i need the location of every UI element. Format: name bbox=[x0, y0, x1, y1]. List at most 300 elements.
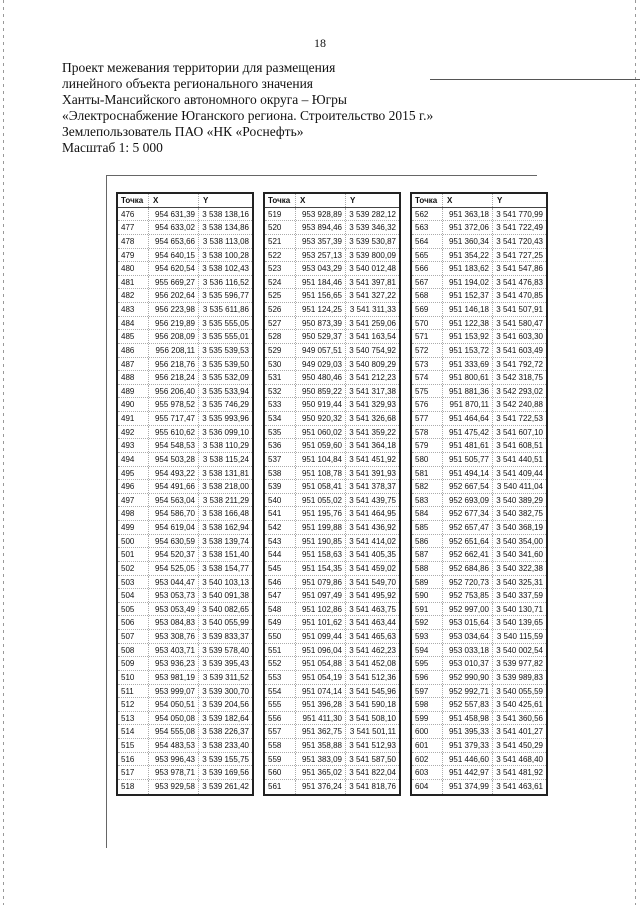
point-number: 603 bbox=[415, 768, 429, 778]
y-coordinate: 3 541 329,93 bbox=[345, 398, 399, 411]
table-row bbox=[265, 249, 399, 263]
y-coordinate: 3 541 720,43 bbox=[492, 235, 546, 248]
x-coordinate: 951 154,35 bbox=[295, 562, 345, 575]
table-row bbox=[265, 603, 399, 617]
y-coordinate: 3 538 134,86 bbox=[198, 221, 252, 234]
point-number: 523 bbox=[268, 264, 282, 274]
scan-edge-right bbox=[635, 0, 636, 905]
x-coordinate: 951 395,33 bbox=[442, 725, 492, 738]
point-number: 564 bbox=[415, 236, 429, 246]
point-number: 572 bbox=[415, 345, 429, 355]
point-number: 583 bbox=[415, 495, 429, 505]
y-coordinate: 3 541 259,06 bbox=[345, 317, 399, 330]
y-coordinate: 3 539 989,83 bbox=[492, 671, 546, 684]
y-coordinate: 3 538 138,16 bbox=[198, 208, 252, 221]
point-number: 540 bbox=[268, 495, 282, 505]
x-coordinate: 952 720,73 bbox=[442, 576, 492, 589]
point-number: 520 bbox=[268, 223, 282, 233]
y-coordinate: 3 540 012,48 bbox=[345, 262, 399, 275]
y-coordinate: 3 538 218,00 bbox=[198, 480, 252, 493]
x-coordinate: 951 054,19 bbox=[295, 671, 345, 684]
header-line-6: Масштаб 1: 5 000 bbox=[62, 140, 163, 155]
y-coordinate: 3 539 530,87 bbox=[345, 235, 399, 248]
x-coordinate: 951 102,86 bbox=[295, 603, 345, 616]
table-row bbox=[118, 426, 252, 440]
table-row bbox=[118, 671, 252, 685]
coordinate-tables bbox=[116, 192, 548, 796]
point-number: 539 bbox=[268, 482, 282, 492]
point-number: 526 bbox=[268, 305, 282, 314]
x-coordinate: 951 183,62 bbox=[442, 262, 492, 275]
header-x: X bbox=[295, 194, 345, 207]
table-row bbox=[412, 576, 546, 590]
point-number: 568 bbox=[415, 291, 429, 301]
point-number: 477 bbox=[121, 223, 135, 233]
x-coordinate: 953 015,64 bbox=[442, 616, 492, 629]
x-coordinate: 954 631,39 bbox=[148, 208, 198, 221]
y-coordinate: 3 541 451,92 bbox=[345, 453, 399, 466]
y-coordinate: 3 541 436,92 bbox=[345, 521, 399, 534]
x-coordinate: 951 354,22 bbox=[442, 249, 492, 262]
table-row bbox=[118, 358, 252, 372]
y-coordinate: 3 541 549,70 bbox=[345, 576, 399, 589]
x-coordinate: 952 990,90 bbox=[442, 671, 492, 684]
y-coordinate: 3 535 596,77 bbox=[198, 289, 252, 302]
header-point: Точка bbox=[415, 196, 438, 205]
table-row bbox=[265, 208, 399, 222]
y-coordinate: 3 540 055,99 bbox=[198, 616, 252, 629]
x-coordinate: 951 152,37 bbox=[442, 289, 492, 302]
table-row bbox=[118, 630, 252, 644]
table-row bbox=[118, 480, 252, 494]
y-coordinate: 3 541 495,92 bbox=[345, 589, 399, 602]
y-coordinate: 3 541 439,75 bbox=[345, 494, 399, 507]
y-coordinate: 3 540 354,00 bbox=[492, 535, 546, 548]
x-coordinate: 950 859,22 bbox=[295, 385, 345, 398]
point-number: 530 bbox=[268, 359, 282, 369]
header-line-1: Проект межевания территории для размещения bbox=[62, 60, 336, 75]
y-coordinate: 3 538 233,40 bbox=[198, 739, 252, 752]
y-coordinate: 3 539 800,09 bbox=[345, 249, 399, 262]
point-number: 501 bbox=[121, 550, 135, 560]
table-row bbox=[118, 208, 252, 222]
point-number: 562 bbox=[415, 209, 429, 219]
table-row bbox=[118, 698, 252, 712]
point-number: 554 bbox=[268, 686, 282, 696]
y-coordinate: 3 542 318,75 bbox=[492, 371, 546, 384]
point-number: 576 bbox=[415, 400, 429, 410]
x-coordinate: 951 396,28 bbox=[295, 698, 345, 711]
y-coordinate: 3 538 110,29 bbox=[198, 439, 252, 452]
y-coordinate: 3 541 311,33 bbox=[345, 303, 399, 316]
table-row bbox=[118, 657, 252, 671]
table-row bbox=[265, 494, 399, 508]
scan-edge-left bbox=[3, 0, 4, 905]
table-row bbox=[412, 467, 546, 481]
header-y: Y bbox=[198, 194, 252, 207]
y-coordinate: 3 541 360,56 bbox=[492, 712, 546, 725]
point-number: 528 bbox=[268, 332, 282, 342]
point-number: 497 bbox=[121, 495, 135, 505]
x-coordinate: 953 996,43 bbox=[148, 753, 198, 766]
table-row bbox=[265, 317, 399, 331]
table-row bbox=[265, 753, 399, 767]
table-row bbox=[412, 235, 546, 249]
x-coordinate: 953 308,76 bbox=[148, 630, 198, 643]
coordinate-table-2 bbox=[263, 192, 401, 796]
x-coordinate: 954 050,51 bbox=[148, 698, 198, 711]
y-coordinate: 3 539 282,12 bbox=[345, 208, 399, 221]
y-coordinate: 3 538 115,24 bbox=[198, 453, 252, 466]
table-row bbox=[412, 739, 546, 753]
x-coordinate: 953 257,13 bbox=[295, 249, 345, 262]
point-number: 508 bbox=[121, 645, 135, 655]
x-coordinate: 951 494,14 bbox=[442, 467, 492, 480]
table-row bbox=[265, 780, 399, 794]
point-number: 525 bbox=[268, 291, 282, 301]
y-coordinate: 3 535 533,94 bbox=[198, 385, 252, 398]
y-coordinate: 3 541 501,11 bbox=[345, 725, 399, 738]
point-number: 534 bbox=[268, 414, 282, 423]
point-number: 481 bbox=[121, 277, 135, 287]
point-number: 519 bbox=[268, 209, 282, 219]
table-row bbox=[412, 371, 546, 385]
document-header bbox=[62, 60, 433, 156]
header-x: X bbox=[148, 194, 198, 207]
x-coordinate: 953 894,46 bbox=[295, 221, 345, 234]
y-coordinate: 3 541 212,23 bbox=[345, 371, 399, 384]
point-number: 487 bbox=[121, 359, 135, 369]
point-number: 484 bbox=[121, 318, 135, 328]
point-number: 596 bbox=[415, 672, 429, 682]
y-coordinate: 3 541 722,49 bbox=[492, 221, 546, 234]
point-number: 500 bbox=[121, 536, 135, 546]
table-row bbox=[412, 412, 546, 426]
x-coordinate: 949 029,03 bbox=[295, 358, 345, 371]
y-coordinate: 3 541 462,23 bbox=[345, 644, 399, 657]
point-number: 536 bbox=[268, 441, 282, 451]
y-coordinate: 3 539 578,40 bbox=[198, 644, 252, 657]
y-coordinate: 3 541 463,61 bbox=[492, 780, 546, 794]
x-coordinate: 952 667,54 bbox=[442, 480, 492, 493]
point-number: 512 bbox=[121, 700, 135, 710]
point-number: 565 bbox=[415, 250, 429, 260]
table-row bbox=[118, 276, 252, 290]
x-coordinate: 951 360,34 bbox=[442, 235, 492, 248]
table-row bbox=[265, 303, 399, 317]
point-number: 498 bbox=[121, 509, 135, 519]
y-coordinate: 3 535 555,01 bbox=[198, 330, 252, 343]
table-row bbox=[265, 630, 399, 644]
y-coordinate: 3 540 389,29 bbox=[492, 494, 546, 507]
table-row bbox=[265, 262, 399, 276]
point-number: 574 bbox=[415, 373, 429, 383]
table-row bbox=[412, 562, 546, 576]
point-number: 483 bbox=[121, 305, 135, 314]
table-row bbox=[118, 467, 252, 481]
point-number: 488 bbox=[121, 373, 135, 383]
y-coordinate: 3 538 139,74 bbox=[198, 535, 252, 548]
coordinate-table-1 bbox=[116, 192, 254, 796]
table-row bbox=[118, 576, 252, 590]
x-coordinate: 951 505,77 bbox=[442, 453, 492, 466]
y-coordinate: 3 540 002,54 bbox=[492, 644, 546, 657]
point-number: 551 bbox=[268, 645, 282, 655]
y-coordinate: 3 541 470,85 bbox=[492, 289, 546, 302]
header-rule bbox=[430, 79, 640, 80]
point-number: 580 bbox=[415, 454, 429, 464]
point-number: 602 bbox=[415, 754, 429, 764]
y-coordinate: 3 538 226,37 bbox=[198, 725, 252, 738]
table-row bbox=[265, 276, 399, 290]
x-coordinate: 953 928,89 bbox=[295, 208, 345, 221]
point-number: 491 bbox=[121, 414, 135, 423]
x-coordinate: 951 374,99 bbox=[442, 780, 492, 794]
y-coordinate: 3 540 368,19 bbox=[492, 521, 546, 534]
y-coordinate: 3 541 792,72 bbox=[492, 358, 546, 371]
point-number: 543 bbox=[268, 536, 282, 546]
x-coordinate: 954 640,15 bbox=[148, 249, 198, 262]
point-number: 595 bbox=[415, 659, 429, 669]
coordinate-table-3 bbox=[410, 192, 548, 796]
x-coordinate: 951 363,18 bbox=[442, 208, 492, 221]
y-coordinate: 3 539 182,64 bbox=[198, 712, 252, 725]
x-coordinate: 952 997,00 bbox=[442, 603, 492, 616]
x-coordinate: 952 557,83 bbox=[442, 698, 492, 711]
header-x: X bbox=[442, 194, 492, 207]
y-coordinate: 3 539 169,56 bbox=[198, 766, 252, 779]
header-line-2: линейного объекта регионального значения bbox=[62, 76, 314, 91]
y-coordinate: 3 541 378,37 bbox=[345, 480, 399, 493]
y-coordinate: 3 541 603,49 bbox=[492, 344, 546, 357]
x-coordinate: 951 199,88 bbox=[295, 521, 345, 534]
y-coordinate: 3 542 293,02 bbox=[492, 385, 546, 398]
y-coordinate: 3 541 722,53 bbox=[492, 412, 546, 425]
y-coordinate: 3 540 325,31 bbox=[492, 576, 546, 589]
y-coordinate: 3 539 300,70 bbox=[198, 685, 252, 698]
table-row bbox=[265, 426, 399, 440]
x-coordinate: 954 525,05 bbox=[148, 562, 198, 575]
y-coordinate: 3 541 397,81 bbox=[345, 276, 399, 289]
y-coordinate: 3 541 463,75 bbox=[345, 603, 399, 616]
y-coordinate: 3 541 481,92 bbox=[492, 766, 546, 779]
y-coordinate: 3 540 139,65 bbox=[492, 616, 546, 629]
x-coordinate: 953 010,37 bbox=[442, 657, 492, 670]
point-number: 561 bbox=[268, 781, 282, 791]
x-coordinate: 951 464,64 bbox=[442, 412, 492, 425]
point-number: 531 bbox=[268, 373, 282, 383]
point-number: 509 bbox=[121, 659, 135, 669]
table-row bbox=[265, 644, 399, 658]
point-number: 569 bbox=[415, 305, 429, 314]
point-number: 507 bbox=[121, 632, 135, 641]
table-row bbox=[118, 439, 252, 453]
point-number: 535 bbox=[268, 427, 282, 437]
x-coordinate: 955 669,27 bbox=[148, 276, 198, 289]
table-row bbox=[412, 358, 546, 372]
table-row bbox=[412, 671, 546, 685]
header-line-4: «Электроснабжение Юганского региона. Строительство 2015 г.» bbox=[62, 108, 434, 123]
point-number: 532 bbox=[268, 386, 282, 396]
x-coordinate: 951 054,88 bbox=[295, 657, 345, 670]
point-number: 590 bbox=[415, 591, 429, 601]
x-coordinate: 953 044,47 bbox=[148, 576, 198, 589]
x-coordinate: 951 108,78 bbox=[295, 467, 345, 480]
table-row bbox=[265, 576, 399, 590]
point-number: 599 bbox=[415, 713, 429, 723]
point-number: 544 bbox=[268, 550, 282, 560]
point-number: 502 bbox=[121, 563, 135, 573]
table-row bbox=[412, 289, 546, 303]
point-number: 524 bbox=[268, 277, 282, 287]
table-row bbox=[265, 289, 399, 303]
x-coordinate: 951 383,09 bbox=[295, 753, 345, 766]
y-coordinate: 3 541 327,22 bbox=[345, 289, 399, 302]
header-line-3: Ханты-Мансийского автономного округа – Югры bbox=[62, 92, 347, 107]
table-row bbox=[412, 685, 546, 699]
point-number: 585 bbox=[415, 523, 429, 532]
y-coordinate: 3 541 364,18 bbox=[345, 439, 399, 452]
table-row bbox=[412, 221, 546, 235]
table-row bbox=[118, 725, 252, 739]
y-coordinate: 3 540 322,38 bbox=[492, 562, 546, 575]
y-coordinate: 3 540 103,13 bbox=[198, 576, 252, 589]
x-coordinate: 954 503,28 bbox=[148, 453, 198, 466]
x-coordinate: 951 055,02 bbox=[295, 494, 345, 507]
y-coordinate: 3 541 401,27 bbox=[492, 725, 546, 738]
point-number: 587 bbox=[415, 550, 429, 560]
x-coordinate: 952 693,09 bbox=[442, 494, 492, 507]
x-coordinate: 951 153,72 bbox=[442, 344, 492, 357]
table-row bbox=[412, 303, 546, 317]
table-row bbox=[118, 344, 252, 358]
x-coordinate: 955 717,47 bbox=[148, 412, 198, 425]
table-row bbox=[412, 548, 546, 562]
y-coordinate: 3 538 100,28 bbox=[198, 249, 252, 262]
table-row bbox=[265, 535, 399, 549]
x-coordinate: 953 043,29 bbox=[295, 262, 345, 275]
point-number: 514 bbox=[121, 727, 135, 737]
x-coordinate: 953 053,73 bbox=[148, 589, 198, 602]
y-coordinate: 3 535 539,53 bbox=[198, 344, 252, 357]
table-row bbox=[412, 480, 546, 494]
point-number: 504 bbox=[121, 591, 135, 601]
table-row bbox=[412, 439, 546, 453]
y-coordinate: 3 541 414,02 bbox=[345, 535, 399, 548]
table-row bbox=[412, 644, 546, 658]
point-number: 553 bbox=[268, 672, 282, 682]
y-coordinate: 3 541 770,99 bbox=[492, 208, 546, 221]
point-number: 601 bbox=[415, 741, 429, 750]
x-coordinate: 953 999,07 bbox=[148, 685, 198, 698]
x-coordinate: 952 753,85 bbox=[442, 589, 492, 602]
point-number: 591 bbox=[415, 604, 429, 614]
point-number: 600 bbox=[415, 727, 429, 737]
y-coordinate: 3 541 580,47 bbox=[492, 317, 546, 330]
point-number: 538 bbox=[268, 468, 282, 478]
x-coordinate: 951 481,61 bbox=[442, 439, 492, 452]
point-number: 548 bbox=[268, 604, 282, 614]
x-coordinate: 951 411,30 bbox=[295, 712, 345, 725]
x-coordinate: 951 870,11 bbox=[442, 398, 492, 411]
x-coordinate: 953 981,19 bbox=[148, 671, 198, 684]
x-coordinate: 951 059,60 bbox=[295, 439, 345, 452]
y-coordinate: 3 539 977,82 bbox=[492, 657, 546, 670]
y-coordinate: 3 535 993,96 bbox=[198, 412, 252, 425]
table-row bbox=[118, 644, 252, 658]
x-coordinate: 951 124,25 bbox=[295, 303, 345, 316]
y-coordinate: 3 538 131,81 bbox=[198, 467, 252, 480]
table-row bbox=[265, 657, 399, 671]
y-coordinate: 3 535 611,86 bbox=[198, 303, 252, 316]
point-number: 506 bbox=[121, 618, 135, 628]
table-row bbox=[412, 398, 546, 412]
x-coordinate: 951 365,02 bbox=[295, 766, 345, 779]
table-row bbox=[118, 221, 252, 235]
y-coordinate: 3 541 391,93 bbox=[345, 467, 399, 480]
y-coordinate: 3 538 162,94 bbox=[198, 521, 252, 534]
y-coordinate: 3 541 317,38 bbox=[345, 385, 399, 398]
table-header-row bbox=[265, 194, 399, 208]
y-coordinate: 3 541 545,96 bbox=[345, 685, 399, 698]
x-coordinate: 954 586,70 bbox=[148, 507, 198, 520]
point-number: 547 bbox=[268, 591, 282, 601]
table-row bbox=[412, 698, 546, 712]
x-coordinate: 951 881,36 bbox=[442, 385, 492, 398]
y-coordinate: 3 541 822,04 bbox=[345, 766, 399, 779]
x-coordinate: 950 919,44 bbox=[295, 398, 345, 411]
y-coordinate: 3 541 512,93 bbox=[345, 739, 399, 752]
x-coordinate: 956 223,98 bbox=[148, 303, 198, 316]
point-number: 549 bbox=[268, 618, 282, 628]
point-number: 527 bbox=[268, 318, 282, 328]
point-number: 485 bbox=[121, 332, 135, 342]
y-coordinate: 3 541 608,51 bbox=[492, 439, 546, 452]
y-coordinate: 3 541 587,50 bbox=[345, 753, 399, 766]
table-row bbox=[118, 548, 252, 562]
x-coordinate: 953 034,64 bbox=[442, 630, 492, 643]
table-row bbox=[265, 344, 399, 358]
header-line-5: Землепользователь ПАО «НК «Роснефть» bbox=[62, 124, 304, 139]
point-number: 559 bbox=[268, 754, 282, 764]
y-coordinate: 3 541 468,40 bbox=[492, 753, 546, 766]
point-number: 516 bbox=[121, 754, 135, 764]
table-row bbox=[118, 780, 252, 794]
table-row bbox=[118, 317, 252, 331]
table-row bbox=[118, 535, 252, 549]
x-coordinate: 953 936,23 bbox=[148, 657, 198, 670]
point-number: 550 bbox=[268, 632, 282, 641]
y-coordinate: 3 540 091,38 bbox=[198, 589, 252, 602]
header-y: Y bbox=[345, 194, 399, 207]
x-coordinate: 951 101,62 bbox=[295, 616, 345, 629]
y-coordinate: 3 541 507,91 bbox=[492, 303, 546, 316]
y-coordinate: 3 542 240,88 bbox=[492, 398, 546, 411]
table-row bbox=[118, 766, 252, 780]
x-coordinate: 952 992,71 bbox=[442, 685, 492, 698]
table-row bbox=[412, 616, 546, 630]
x-coordinate: 953 978,71 bbox=[148, 766, 198, 779]
point-number: 570 bbox=[415, 318, 429, 328]
point-number: 482 bbox=[121, 291, 135, 301]
x-coordinate: 953 084,83 bbox=[148, 616, 198, 629]
y-coordinate: 3 540 082,65 bbox=[198, 603, 252, 616]
y-coordinate: 3 539 261,42 bbox=[198, 780, 252, 794]
table-row bbox=[412, 780, 546, 794]
y-coordinate: 3 541 409,44 bbox=[492, 467, 546, 480]
x-coordinate: 951 153,92 bbox=[442, 330, 492, 343]
point-number: 594 bbox=[415, 645, 429, 655]
